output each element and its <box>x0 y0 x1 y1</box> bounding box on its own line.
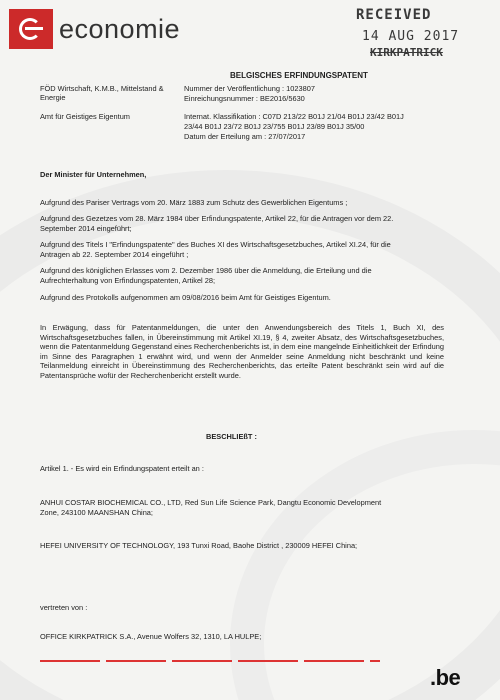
office-name-line2: Energie <box>40 93 66 102</box>
stamp-firm: KIRKPATRICK <box>370 46 443 59</box>
office-name-line1: FÖD Wirtschaft, K.M.B., Mittelstand & <box>40 84 164 93</box>
applicant-2: HEFEI UNIVERSITY OF TECHNOLOGY, 193 Tunxi Road, Baohe District , 230009 HEFEI China; <box>40 541 358 550</box>
office-ip: Amt für Geistiges Eigentum <box>40 112 130 121</box>
filing-number: Einreichungsnummer : BE2016/5630 <box>184 94 305 103</box>
document-title: BELGISCHES ERFINDUNGSPATENT <box>230 71 368 80</box>
received-stamp <box>356 7 476 59</box>
recital-decree-line2: Aufrechterhaltung von Erfindungspatenten, Artikel 28; <box>40 276 216 285</box>
recital-law-1984-line2: September 2014 eingeführt; <box>40 224 132 233</box>
recital-protocol: Aufgrund des Protokolls aufgenommen am 09/08/2016 beim Amt für Geistiges Eigentum. <box>40 293 331 302</box>
article-1: Artikel 1. - Es wird ein Erfindungspatent erteilt an : <box>40 464 204 473</box>
logo-text: economie <box>59 13 181 44</box>
recital-title-line1: Aufgrund des Titels I "Erfindungspatente" des Buches XI des Wirtschaftsgesetzbuches, Artikel XI.24, für die <box>40 240 391 249</box>
stamp-received: RECEIVED <box>356 7 432 23</box>
minister-heading: Der Minister für Unternehmen, <box>40 170 147 179</box>
recital-title-line2: Antragen ab 22. September 2014 eingeführt ; <box>40 250 189 259</box>
be-logo: .be <box>430 665 461 690</box>
publication-number: Nummer der Veröffentlichung : 1023807 <box>184 84 315 93</box>
agent-address: OFFICE KIRKPATRICK S.A., Avenue Wolfers 32, 1310, LA HULPE; <box>40 632 262 641</box>
grant-date: Datum der Erteilung am : 27/07/2017 <box>184 132 306 141</box>
applicant-1-line2: Zone, 243100 MAANSHAN China; <box>40 508 153 517</box>
recital-decree-line1: Aufgrund des königlichen Erlasses vom 2. Dezember 1986 über die Anmeldung, die Erteilung und die <box>40 266 372 275</box>
classification-line2: 23/44 B01J 23/72 B01J 23/755 B01J 23/89 B01J 35/00 <box>184 122 365 131</box>
represented-by: vertreten von : <box>40 603 88 612</box>
classification-line1: Internat. Klassifikation : C07D 213/22 B01J 21/04 B01J 23/42 B01J <box>184 112 404 121</box>
stamp-date: 14 AUG 2017 <box>362 29 460 44</box>
applicant-1-line1: ANHUI COSTAR BIOCHEMICAL CO., LTD, Red Sun Life Science Park, Dangtu Economic Development <box>40 498 382 507</box>
economie-logo <box>9 9 180 49</box>
footer-red-line <box>40 660 380 662</box>
consideration-paragraph: In Erwägung, dass für Patentanmeldungen, die unter den Anwendungsbereich des Titels 1, Buch XI, des Wirtschaftsgesetzbuches fallen, in Übereinstimmung mit Artikel XI.19, § 4, zweiter Absatz, des Wirtschaftsgesetzbuches, wenn die Patentanmeldung Gegenstand eines Recherchenberichts ist, in dem eine mangelnde Einheitlichkeit der Erfindung im Sinne des Paragraphen 1 erwähnt wird, und wenn der Anmelder seine Anmeldung nicht beschränkt und keine Teilanmeldung einreicht in Übereinstimmung des Recherchenberichts, das erteilte Patent beschränkt sein wird auf die Patentansprüche wofür der Recherchenbericht erstellt wurde. <box>40 323 444 380</box>
recital-law-1984-line1: Aufgrund des Gezetzes vom 28. März 1984 über Erfindungspatente, Artikel 22, für die Antragen vor dem 22. <box>40 214 394 223</box>
recital-paris: Aufgrund des Pariser Vertrags vom 20. März 1883 zum Schutz des Gewerblichen Eigentums ; <box>40 198 348 207</box>
decision-heading: BESCHLIEßT : <box>206 432 257 441</box>
economie-logo-icon <box>9 9 53 49</box>
